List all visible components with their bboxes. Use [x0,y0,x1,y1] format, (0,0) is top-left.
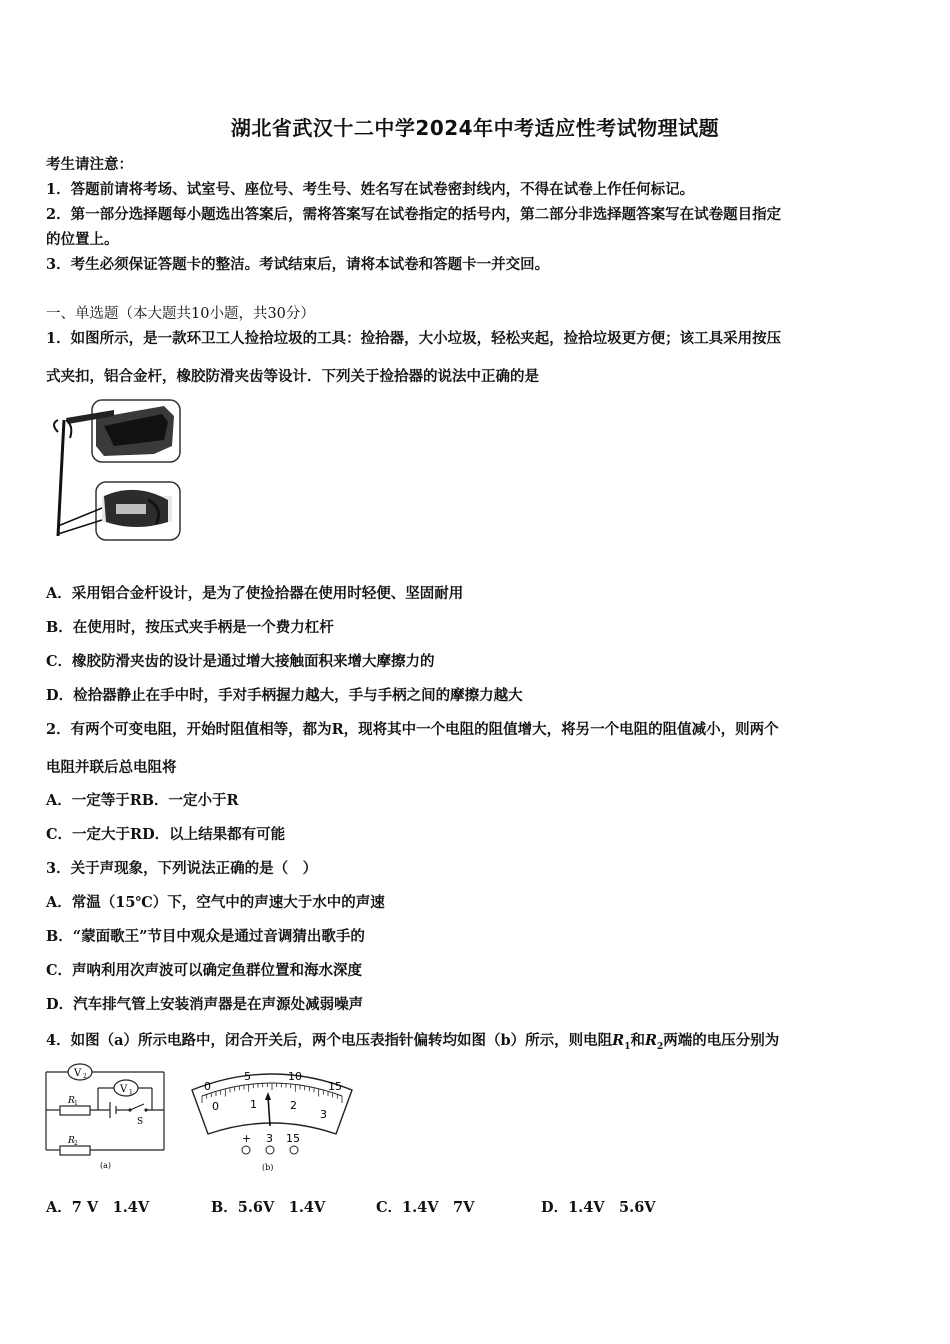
q4-option-b: B．5.6V 1.4V [211,1199,326,1216]
q2-stem: 2．有两个可变电阻，开始时阻值相等，都为R，现将其中一个电阻的阻值增大，将另一个电阻的阻值减小，则两个 [46,721,779,738]
v2-label: V [74,1068,82,1079]
q4-r1-symbol: R [612,1032,625,1049]
q4-r1-subscript: 1 [624,1041,631,1052]
dial-upper-tick: 0 [204,1080,211,1093]
q4-and: 和 [630,1032,645,1049]
q3-stem: 3．关于声现象，下列说法正确的是（ ） [46,860,318,877]
r1-subscript: 1 [74,1100,78,1107]
q1-option-d: D．检拾器静止在手中时，手对手柄握力越大，手与手柄之间的摩擦力越大 [46,687,523,704]
q2-stem: 电阻并联后总电阻将 [46,759,177,776]
q1-stem: 式夹扣，铝合金杆，橡胶防滑夹齿等设计．下列关于捡拾器的说法中正确的是 [46,368,539,385]
q4-r2-subscript: 2 [657,1041,664,1052]
q3-option-a: A．常温（15℃）下，空气中的声速大于水中的声速 [46,894,385,911]
v2-subscript: 2 [83,1073,87,1080]
switch-label: S [137,1117,144,1127]
q1-stem: 1．如图所示，是一款环卫工人捡拾垃圾的工具：捡拾器，大小垃圾，轻松夹起，捡拾垃圾更方便；该工具采用按压 [46,330,782,347]
dial-lower-tick: 2 [290,1099,297,1112]
q3-option-b: B．“蒙面歌王”节目中观众是通过音调猜出歌手的 [46,928,365,945]
q1-option-b: B．在使用时，按压式夹手柄是一个费力杠杆 [46,619,334,636]
q3-option-c: C．声呐利用次声波可以确定鱼群位置和海水深度 [46,962,363,979]
q4-stem-text: 两端的电压分别为 [663,1032,780,1049]
dial-upper-tick: 5 [244,1070,251,1083]
terminal-label: 3 [266,1132,273,1145]
q4-stem [46,1029,779,1052]
circuit-caption: (a) [100,1161,112,1170]
v1-label: V [120,1084,128,1095]
meter-caption: (b) [262,1163,274,1172]
dial-upper-tick: 10 [288,1070,302,1083]
q2-option-cd: C．一定大于RD．以上结果都有可能 [46,826,286,843]
dial-upper-tick: 15 [328,1080,342,1093]
voltmeter-dial [188,1062,358,1176]
notice-item: 3．考生必须保证答题卡的整洁。考试结束后，请将本试卷和答题卡一并交回。 [46,256,550,273]
grabber-tool-figure [44,396,184,546]
notice-item: 2．第一部分选择题每小题选出答案后，需将答案写在试卷指定的括号内，第二部分非选择题答案写在试卷题目指定 [46,206,782,223]
q3-option-d: D．汽车排气管上安装消声器是在声源处减弱噪声 [46,996,364,1013]
q1-option-a: A．采用铝合金杆设计，是为了使捡拾器在使用时轻便、坚固耐用 [46,585,464,602]
terminal-label: + [242,1132,252,1145]
dial-lower-tick: 1 [250,1098,257,1111]
terminal-label: 15 [286,1132,300,1145]
r1-label: R [68,1096,75,1106]
q4-r2-symbol: R [644,1032,658,1049]
dial-lower-tick: 3 [320,1108,327,1121]
terminal-3 [266,1146,274,1154]
q4-stem-text: 4．如图（a）所示电路中，闭合开关后，两个电压表指针偏转均如图（b）所示，则电阻 [46,1032,613,1049]
q4-option-a: A．7 V 1.4V [46,1199,150,1216]
q2-option-ab: A．一定等于RB．一定小于R [46,792,239,809]
terminal-plus [242,1146,250,1154]
terminal-15 [290,1146,298,1154]
circuit-diagram [40,1060,175,1172]
r2-label: R [68,1136,75,1146]
v1-subscript: 1 [129,1089,133,1096]
q4-option-c: C．1.4V 7V [376,1199,475,1216]
q4-option-d: D．1.4V 5.6V [541,1199,656,1216]
notice-heading: 考生请注意： [46,156,133,173]
r2-subscript: 2 [74,1140,78,1147]
notice-item: 1．答题前请将考场、试室号、座位号、考生号、姓名写在试卷密封线内，不得在试卷上作任何标记。 [46,181,695,198]
section-heading: 一、单选题（本大题共10小题，共30分） [46,306,315,322]
exam-title: 湖北省武汉十二中学2024年中考适应性考试物理试题 [230,116,720,140]
notice-item: 的位置上。 [46,231,119,248]
q1-option-c: C．橡胶防滑夹齿的设计是通过增大接触面积来增大摩擦力的 [46,653,435,670]
dial-lower-tick: 0 [212,1100,219,1113]
